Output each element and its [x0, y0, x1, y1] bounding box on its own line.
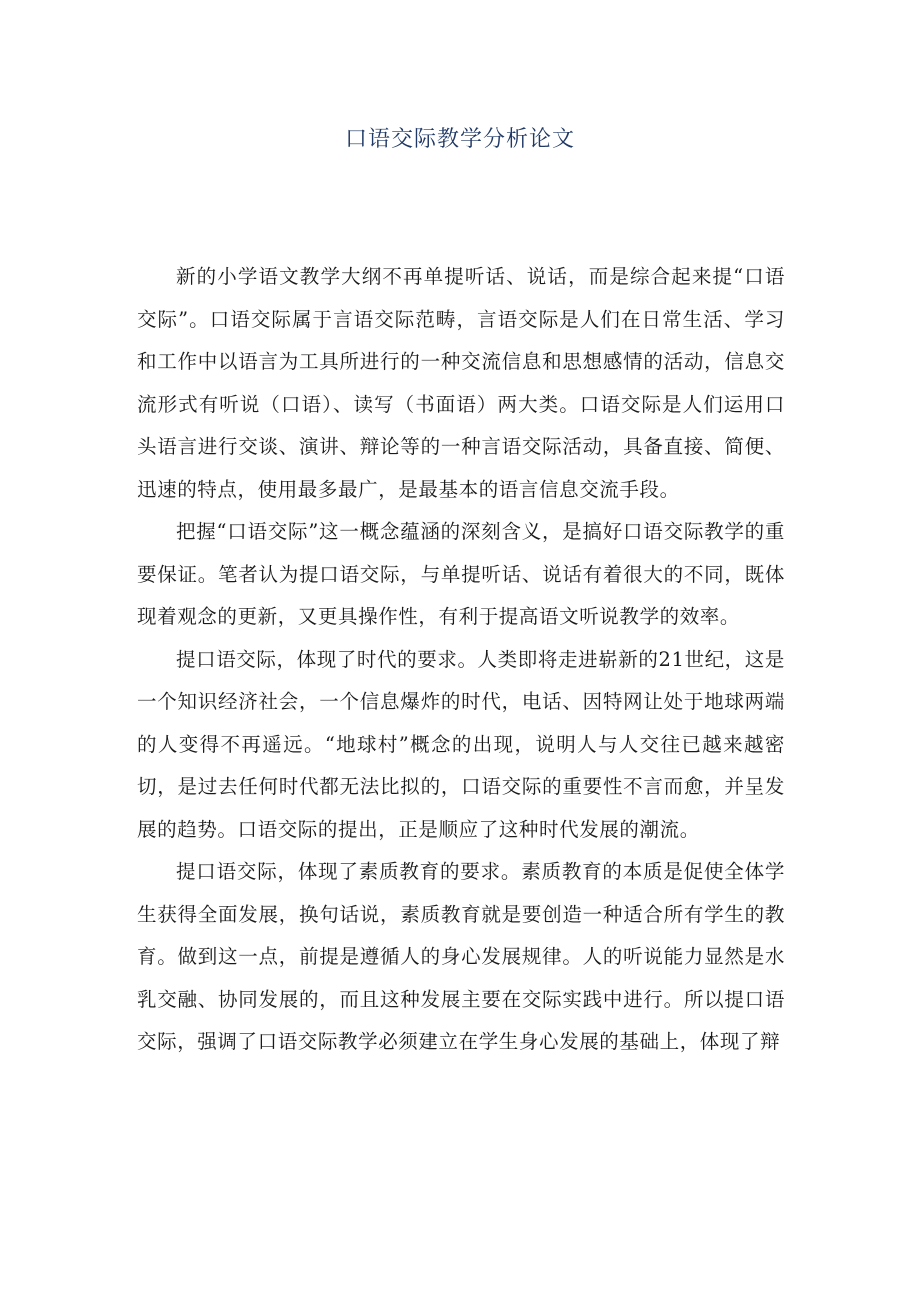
paragraph-4: 提口语交际，体现了素质教育的要求。素质教育的本质是促使全体学生获得全面发展，换句话说，素质教育就是要创造一种适合所有学生的教育。做到这一点，前提是遵循人的身心发展规律。人的听说能力显然是水乳交融、协同发展的，而且这种发展主要在交际实践中进行。所以提口语交际，强调了口语交际教学必须建立在学生身心发展的基础上，体现了辩: [137, 860, 785, 1053]
paragraph-1: 新的小学语文教学大纲不再单提听话、说话，而是综合起来提“口语交际”。口语交际属于言语交际范畴，言语交际是人们在日常生活、学习和工作中以语言为工具所进行的一种交流信息和思想感情的活动，信息交流形式有听说（口语）、读写（书面语）两大类。口语交际是人们运用口头语言进行交谈、演讲、辩论等的一种言语交际活动，具备直接、简便、迅速的特点，使用最多最广，是最基本的语言信息交流手段。: [137, 265, 785, 501]
document-body: [137, 256, 785, 1064]
document-title: 口语交际教学分析论文: [344, 127, 575, 152]
paragraph-3: 提口语交际，体现了时代的要求。人类即将走进崭新的21世纪，这是一个知识经济社会，一个信息爆炸的时代，电话、因特网让处于地球两端的人变得不再遥远。“地球村”概念的出现，说明人与人交往已越来越密切，是过去任何时代都无法比拟的，口语交际的重要性不言而愈，并呈发展的趋势。口语交际的提出，正是顺应了这种时代发展的潮流。: [137, 647, 785, 841]
paragraph-2: 把握“口语交际”这一概念蕴涵的深刻含义，是搞好口语交际教学的重要保证。笔者认为提口语交际，与单提听话、说话有着很大的不同，既体现着观念的更新，又更具操作性，有利于提高语文听说教学的效率。: [137, 520, 785, 628]
